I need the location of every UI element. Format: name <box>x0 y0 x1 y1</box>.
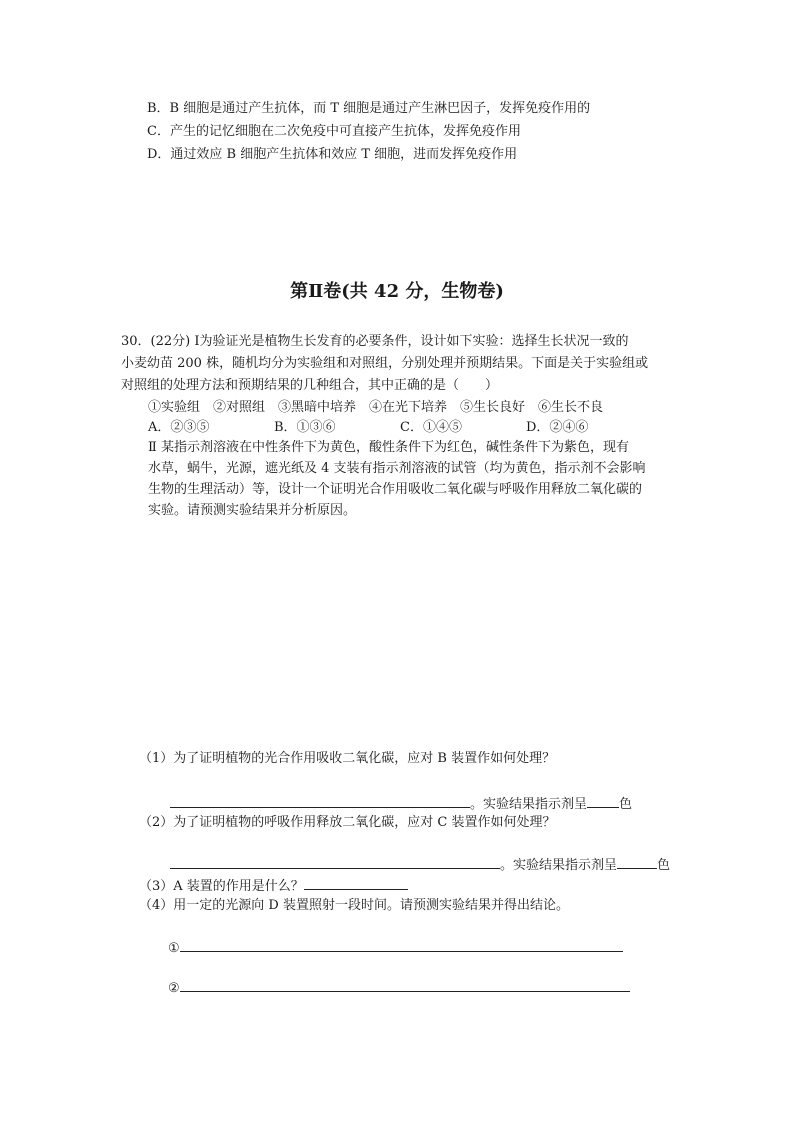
part2-line-2: 水草，蜗牛，光源，遮光纸及 4 支装有指示剂溶液的试管（均为黄色，指示剂不会影响 <box>148 461 646 476</box>
sub-q4: （4）用一定的光源向 D 装置照射一段时间。请预测实验结果并得出结论。 <box>139 898 569 913</box>
choice-a: A．②③⑤ <box>148 420 210 435</box>
q4-answer-row-1 <box>168 937 623 958</box>
q30-items: ①实验组 ②对照组 ③黑暗中培养 ④在光下培养 ⑤生长良好 ⑥生长不良 <box>148 400 604 415</box>
choice-d: D．②④⑥ <box>526 420 589 435</box>
q2-answer-blank[interactable] <box>170 854 500 869</box>
sub-q1: （1）为了证明植物的光合作用吸收二氧化碳，应对 B 装置作如何处理？ <box>139 751 556 766</box>
q30-line-2: 小麦幼苗 200 株，随机均分为实验组和对照组，分别处理并预期结果。下面是关于实验组或 <box>121 356 649 371</box>
option-d: D．通过效应 B 细胞产生抗体和效应 T 细胞，进而发挥免疫作用 <box>147 147 518 162</box>
sub-q3-text: （3）A 装置的作用是什么？ <box>139 879 304 894</box>
part2-line-4: 实验。请预测实验结果并分析原因。 <box>148 503 357 518</box>
q1-answer-blank[interactable] <box>170 793 470 808</box>
sub-q3 <box>139 875 408 896</box>
q4-mark-2: ② <box>168 981 180 996</box>
q1-color-label: 色 <box>619 797 633 812</box>
q4-answer-row-2 <box>168 977 630 998</box>
section-title: 第Ⅱ卷(共 42 分，生物卷) <box>290 281 504 302</box>
q4-mark-1: ① <box>168 941 180 956</box>
part2-line-1: Ⅱ 某指示剂溶液在中性条件下为黄色，酸性条件下为红色，碱性条件下为紫色，现有 <box>148 440 629 455</box>
sub-q1-answer-line <box>170 793 632 814</box>
q4-answer-blank-1[interactable] <box>180 937 623 952</box>
q2-suffix: 。实验结果指示剂呈 <box>500 858 618 873</box>
sub-q2-answer-line <box>170 854 670 875</box>
q2-color-label: 色 <box>657 858 671 873</box>
q30-line-3: 对照组的处理方法和预期结果的几种组合，其中正确的是（ ） <box>121 378 499 393</box>
q30-line-1: 30．(22分) Ⅰ为验证光是植物生长发育的必要条件，设计如下实验：选择生长状况一致的 <box>121 334 629 349</box>
sub-q2: （2）为了证明植物的呼吸作用释放二氧化碳，应对 C 装置作如何处理？ <box>139 815 556 830</box>
choice-b: B．①③⑥ <box>274 420 336 435</box>
part2-line-3: 生物的生理活动）等，设计一个证明光合作用吸收二氧化碳与呼吸作用释放二氧化碳的 <box>148 482 643 497</box>
q3-answer-blank[interactable] <box>304 875 408 890</box>
option-c: C．产生的记忆细胞在二次免疫中可直接产生抗体，发挥免疫作用 <box>147 124 521 139</box>
q2-color-blank[interactable] <box>617 854 657 869</box>
q1-suffix: 。实验结果指示剂呈 <box>470 797 588 812</box>
option-b: B．B 细胞是通过产生抗体，而 T 细胞是通过产生淋巴因子，发挥免疫作用的 <box>147 101 591 116</box>
q4-answer-blank-2[interactable] <box>180 977 630 992</box>
q1-color-blank[interactable] <box>587 793 619 808</box>
choice-c: C．①④⑤ <box>400 420 462 435</box>
